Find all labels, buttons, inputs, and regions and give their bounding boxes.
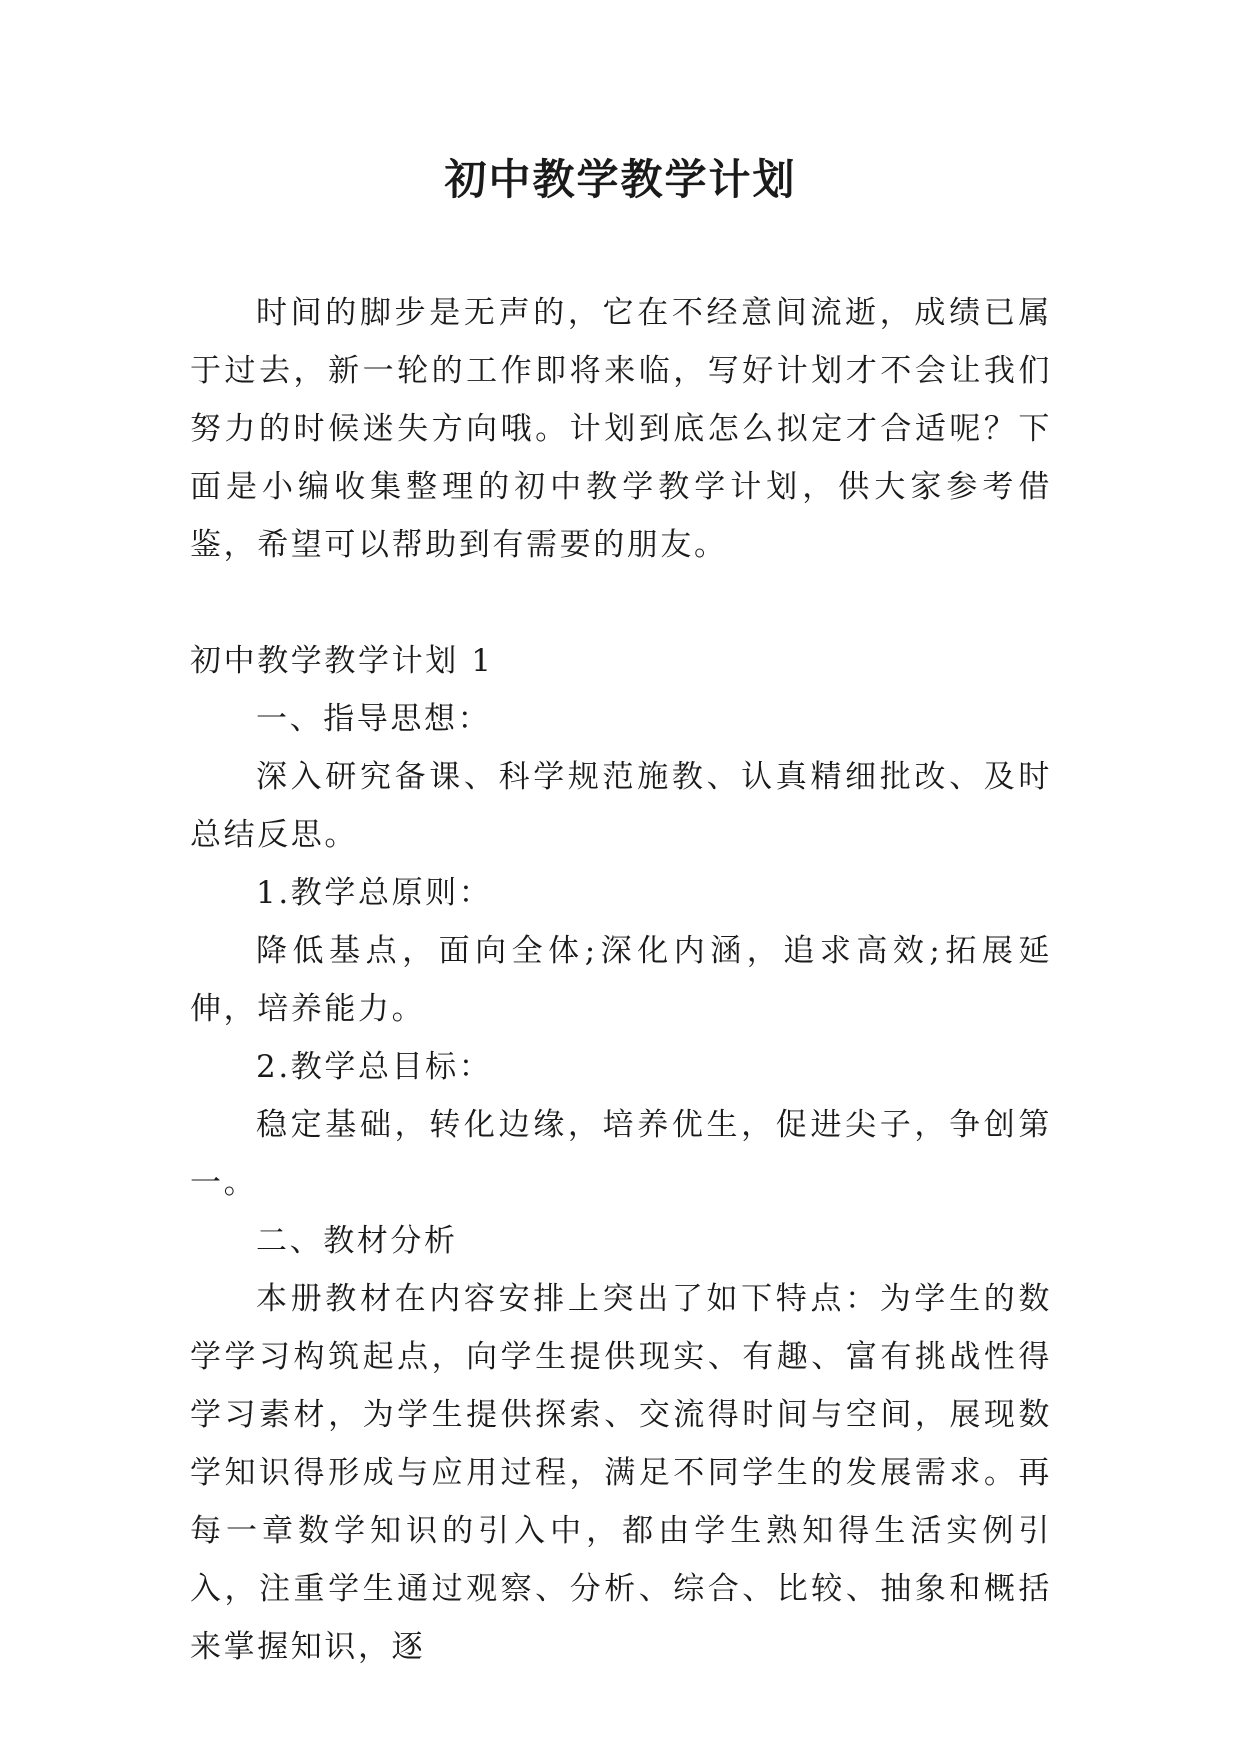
document-title: 初中教学教学计划 bbox=[444, 155, 797, 204]
section-title: 初中教学教学计划 1 bbox=[190, 643, 494, 679]
paragraph-teaching-principle: 降低基点，面向全体;深化内涵，追求高效;拓展延伸，培养能力。 bbox=[190, 933, 1052, 1027]
heading-teaching-goal: 2.教学总目标： bbox=[256, 1049, 493, 1085]
heading-teaching-principle: 1.教学总原则： bbox=[256, 875, 493, 911]
paragraph-guiding-ideology: 深入研究备课、科学规范施教、认真精细批改、及时总结反思。 bbox=[190, 759, 1052, 853]
document-body bbox=[190, 284, 1052, 1676]
paragraph-teaching-goal: 稳定基础，转化边缘，培养优生，促进尖子，争创第一。 bbox=[190, 1107, 1052, 1201]
intro-paragraph: 时间的脚步是无声的，它在不经意间流逝，成绩已属于过去，新一轮的工作即将来临，写好计划才不会让我们努力的时候迷失方向哦。计划到底怎么拟定才合适呢？下面是小编收集整理的初中教学教学计划，供大家参考借鉴，希望可以帮助到有需要的朋友。 bbox=[190, 295, 1052, 563]
paragraph-textbook-analysis: 本册教材在内容安排上突出了如下特点：为学生的数学学习构筑起点，向学生提供现实、有趣、富有挑战性得学习素材，为学生提供探索、交流得时间与空间，展现数学知识得形成与应用过程，满足不同学生的发展需求。再每一章数学知识的引入中，都由学生熟知得生活实例引入，注重学生通过观察、分析、综合、比较、抽象和概括来掌握知识，逐 bbox=[190, 1281, 1052, 1665]
heading-guiding-ideology: 一、指导思想： bbox=[256, 701, 492, 737]
heading-textbook-analysis: 二、教材分析 bbox=[256, 1223, 458, 1259]
